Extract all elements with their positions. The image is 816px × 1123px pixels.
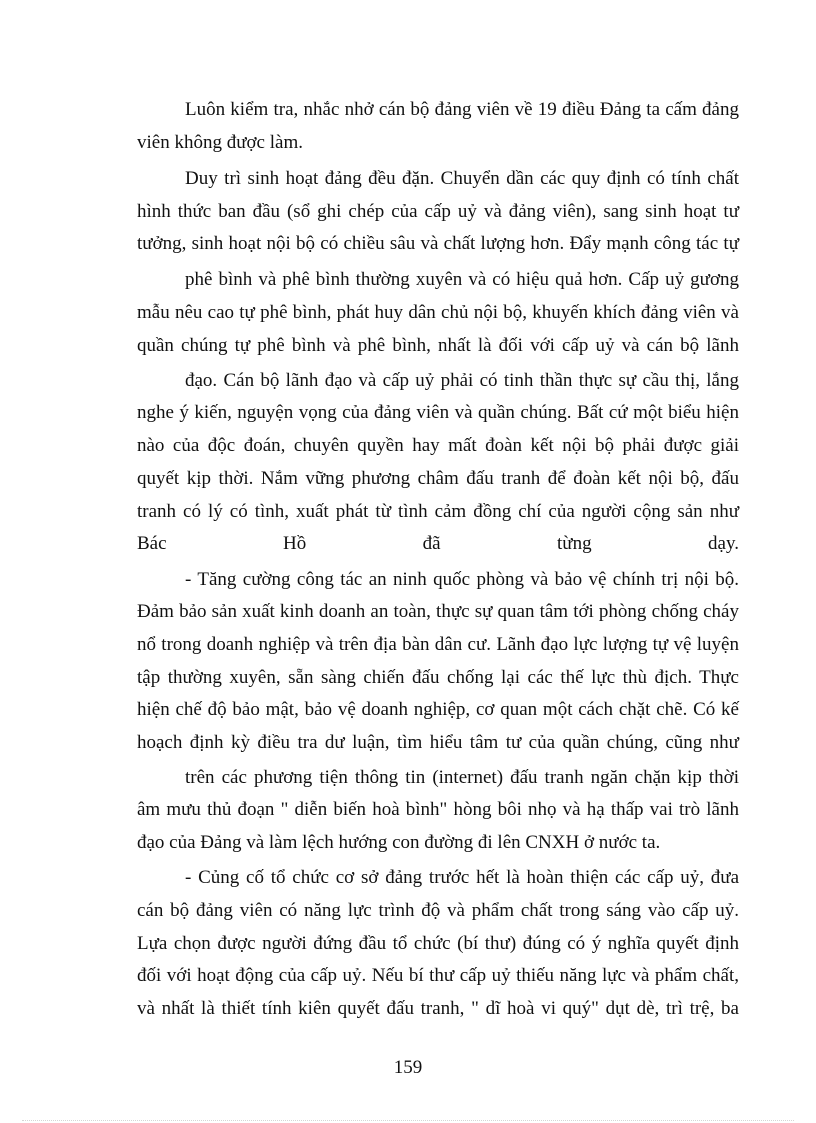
text-line: đạo. Cán bộ lãnh đạo và cấp uỷ phải có tinh thần thực sự cầu thị, lắng — [185, 370, 739, 391]
text-line: Đảm bảo sản xuất kinh doanh an toàn, thực sự quan tâm tới phòng chống cháy — [137, 601, 739, 622]
text-line: tranh có lý có tình, xuất phát từ tình cảm đồng chí của người cộng sản như — [137, 501, 739, 522]
text-line: nghe ý kiến, nguyện vọng của đảng viên và quần chúng. Bất cứ một biểu hiện — [137, 402, 739, 423]
text-line: Lựa chọn được người đứng đầu tổ chức (bí thư) đúng có ý nghĩa quyết định — [137, 933, 739, 954]
text-line: quyết kịp thời. Nắm vững phương châm đấu tranh để đoàn kết nội bộ, đấu — [137, 468, 739, 489]
text-line: phê bình và phê bình thường xuyên và có hiệu quả hơn. Cấp uỷ gương — [185, 269, 739, 290]
text-line: Duy trì sinh hoạt đảng đều đặn. Chuyển dần các quy định có tính chất — [185, 168, 739, 189]
text-line: Bác Hồ đã từng dạy. — [137, 533, 739, 554]
text-line: Luôn kiểm tra, nhắc nhở cán bộ đảng viên về 19 điều Đảng ta cấm đảng — [185, 99, 739, 120]
page-number: 159 — [393, 1057, 423, 1078]
text-line: và nhất là thiết tính kiên quyết đấu tranh, " dĩ hoà vi quý" dụt dè, trì trệ, ba — [137, 998, 739, 1019]
text-line: đối với hoạt động của cấp uỷ. Nếu bí thư cấp uỷ thiếu năng lực và phẩm chất, — [137, 965, 739, 986]
text-line: trên các phương tiện thông tin (internet) đấu tranh ngăn chặn kịp thời — [185, 767, 739, 788]
text-line: hình thức ban đầu (sổ ghi chép của cấp uỷ và đảng viên), sang sinh hoạt tư — [137, 201, 739, 222]
text-line: hoạch định kỳ điều tra dư luận, tìm hiểu tâm tư của quần chúng, cũng như — [137, 732, 739, 753]
text-line: - Củng cố tổ chức cơ sở đảng trước hết là hoàn thiện các cấp uỷ, đưa — [185, 867, 739, 888]
page-bottom-divider — [22, 1120, 794, 1121]
text-line: viên không được làm. — [137, 132, 303, 153]
text-line: - Tăng cường công tác an ninh quốc phòng và bảo vệ chính trị nội bộ. — [185, 569, 739, 590]
text-line: nổ trong doanh nghiệp và trên địa bàn dân cư. Lãnh đạo lực lượng tự vệ luyện — [137, 634, 739, 655]
text-line: mẫu nêu cao tự phê bình, phát huy dân chủ nội bộ, khuyến khích đảng viên và — [137, 302, 739, 323]
text-line: tưởng, sinh hoạt nội bộ có chiều sâu và chất lượng hơn. Đẩy mạnh công tác tự — [137, 233, 739, 254]
text-line: cán bộ đảng viên có năng lực trình độ và phẩm chất trong sáng vào cấp uỷ. — [137, 900, 739, 921]
text-line: đạo của Đảng và làm lệch hướng con đường đi lên CNXH ở nước ta. — [137, 832, 661, 853]
text-line: nào của độc đoán, chuyên quyền hay mất đoàn kết nội bộ phải được giải — [137, 435, 739, 456]
text-line: tập thường xuyên, sẵn sàng chiến đấu chống lại các thế lực thù địch. Thực — [137, 667, 739, 688]
text-line: hiện chế độ bảo mật, bảo vệ doanh nghiệp, cơ quan một cách chặt chẽ. Có kế — [137, 699, 739, 720]
text-line: quần chúng tự phê bình và phê bình, nhất là đối với cấp uỷ và cán bộ lãnh — [137, 335, 739, 356]
text-line: âm mưu thủ đoạn " diễn biến hoà bình" hòng bôi nhọ và hạ thấp vai trò lãnh — [137, 799, 739, 820]
